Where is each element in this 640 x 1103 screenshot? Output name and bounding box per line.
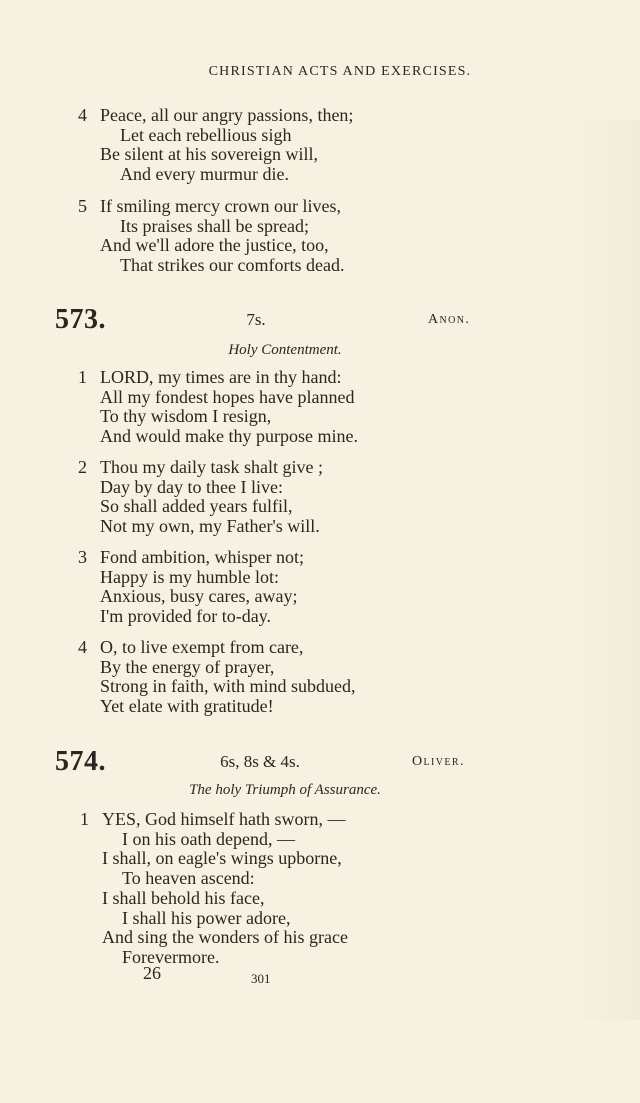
hymn-573-header [0, 304, 640, 334]
hymn-meter: 7s. [246, 310, 266, 329]
hymn-meter: 6s, 8s & 4s. [220, 752, 300, 771]
hymn-title: The holy Triumph of Assurance. [189, 782, 381, 798]
verse-line: Strong in faith, with mind subdued, [100, 676, 356, 697]
verse-line: Be silent at his sovereign will, [100, 144, 318, 165]
verse-line: To heaven ascend: [122, 868, 255, 889]
hymn-574-header [0, 746, 640, 776]
verse-line: I shall behold his face, [102, 887, 265, 908]
verse-line: So shall added years fulfil, [100, 496, 293, 517]
verse-line [78, 368, 358, 388]
verse-line: Day by day to thee I live: [100, 476, 283, 497]
verse-line: All my fondest hopes have planned [100, 386, 355, 407]
verse-text: Peace, all our angry passions, then; [100, 105, 354, 125]
hymn-number: 574. [55, 746, 106, 777]
verse-line: To thy wisdom I resign, [100, 406, 272, 427]
stanza-number: 1 [78, 367, 87, 387]
stanza-4-prev [78, 106, 353, 185]
stanza-3 [78, 548, 304, 627]
stanza-1 [80, 810, 348, 968]
hymn-title: Holy Contentment. [228, 342, 342, 358]
verse-line: Anxious, busy cares, away; [100, 586, 298, 607]
verse-line: Not my own, my Father's will. [100, 516, 320, 537]
stanza-number: 2 [78, 457, 87, 477]
verse-line: Yet elate with gratitude! [100, 696, 274, 717]
verse-line: That strikes our comforts dead. [120, 255, 345, 276]
verse-line: By the energy of prayer, [100, 656, 275, 677]
stanza-2 [78, 458, 323, 537]
stanza-number: 1 [80, 809, 89, 829]
stanza-number: 3 [78, 547, 87, 567]
running-head: CHRISTIAN ACTS AND EXERCISES. [208, 64, 472, 79]
verse-line [78, 638, 356, 658]
verse-text: If smiling mercy crown our lives, [100, 196, 341, 216]
stanza-number: 4 [78, 637, 87, 657]
verse-line [78, 197, 344, 217]
verse-text: Fond ambition, whisper not; [100, 547, 304, 567]
stanza-1 [78, 368, 358, 447]
hymn-tune: Anon. [428, 312, 471, 327]
verse-line: And every murmur die. [120, 164, 289, 185]
show-through-shadow [570, 120, 640, 1020]
stanza-4 [78, 638, 356, 717]
stanza-number: 4 [78, 105, 87, 125]
verse-line: Its praises shall be spread; [120, 215, 309, 236]
verse-line: I shall his power adore, [122, 907, 291, 928]
hymn-number: 573. [55, 304, 106, 335]
verse-text: LORD, my times are in thy hand: [100, 367, 342, 387]
verse-line: Let each rebellious sigh [120, 124, 292, 145]
verse-line [80, 810, 348, 830]
verse-line [78, 106, 353, 126]
verse-line [78, 548, 304, 568]
verse-line: I shall, on eagle's wings upborne, [102, 848, 342, 869]
stanza-number: 5 [78, 196, 87, 216]
stanza-5-prev [78, 197, 344, 276]
verse-line: And sing the wonders of his grace [102, 927, 348, 948]
verse-line: And we'll adore the justice, too, [100, 235, 329, 256]
verse-text: YES, God himself hath sworn, — [102, 809, 346, 829]
verse-line: Forevermore. [122, 946, 220, 967]
verse-line [78, 458, 323, 478]
verse-line: Happy is my humble lot: [100, 566, 279, 587]
verse-text: O, to live exempt from care, [100, 637, 304, 657]
verse-line: And would make thy purpose mine. [100, 426, 358, 447]
verse-line: I'm provided for to-day. [100, 606, 272, 627]
verse-text: Thou my daily task shalt give ; [100, 457, 323, 477]
hymn-tune: Oliver. [412, 754, 465, 769]
page-number: 301 [251, 971, 271, 986]
verse-line: I on his oath depend, — [122, 828, 295, 849]
signature-mark: 26 [143, 963, 161, 983]
